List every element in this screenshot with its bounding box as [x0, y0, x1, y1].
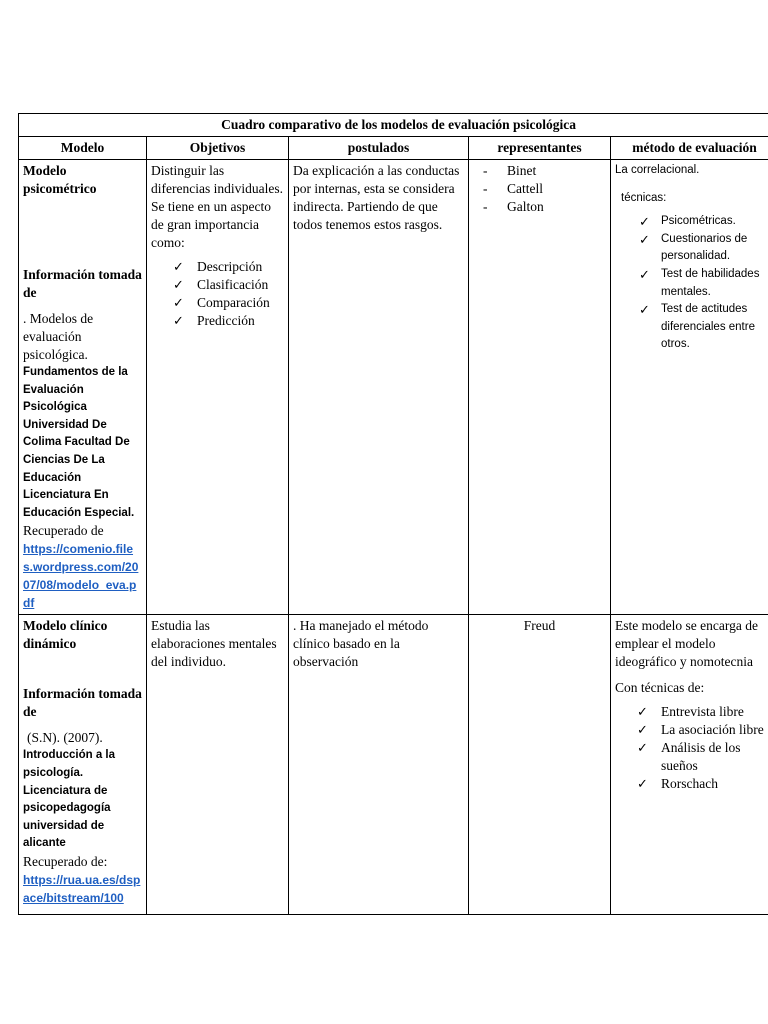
- list-item: ✓ La asociación libre: [637, 722, 764, 738]
- checkmark-icon: ✓: [637, 722, 648, 738]
- list-item: ✓ Comparación: [173, 295, 270, 310]
- model-name: Modelo clínico dinámico: [23, 618, 108, 652]
- representatives-cell: [469, 160, 611, 615]
- list-item: ✓ Análisis de los sueños: [637, 740, 741, 774]
- header-representantes: representantes: [469, 137, 611, 160]
- list-item: - Galton: [483, 199, 544, 214]
- source-detail: Introducción a la psicología. Licenciatura de psicopedagogía universidad de alicante: [23, 749, 116, 850]
- list-item: ✓ Rorschach: [637, 776, 718, 792]
- objectives-text: Estudia las elaboraciones mentales del individuo.: [151, 618, 277, 670]
- objectives-list: [151, 258, 284, 330]
- checkmark-icon: ✓: [639, 214, 650, 230]
- list-item: - Cattell: [483, 181, 543, 196]
- model-cell: [19, 615, 147, 915]
- retrieved-label: Recuperado de:: [23, 853, 108, 869]
- method-list: [615, 213, 768, 354]
- source-heading: Información tomada de: [23, 686, 142, 720]
- method-cell: [611, 160, 768, 615]
- header-modelo: Modelo: [19, 137, 147, 160]
- header-objetivos: Objetivos: [147, 137, 289, 160]
- method-cell: [611, 615, 768, 915]
- model-cell: [19, 160, 147, 615]
- checkmark-icon: ✓: [173, 277, 184, 292]
- list-item: ✓ Cuestionarios de personalidad.: [639, 231, 748, 263]
- header-metodo: método de evaluación: [611, 137, 768, 160]
- list-item: ✓ Entrevista libre: [637, 704, 744, 720]
- dash-icon: -: [483, 199, 488, 214]
- dash-icon: -: [483, 181, 488, 196]
- method-list: [615, 703, 768, 793]
- model-name: Modelo psicométrico: [23, 163, 97, 196]
- checkmark-icon: ✓: [639, 231, 650, 247]
- retrieved-label: Recuperado de: [23, 523, 104, 539]
- list-item: ✓ Test de habilidades mentales.: [639, 266, 760, 298]
- representative-name: Freud: [523, 618, 556, 634]
- method-intro: La correlacional.: [615, 164, 700, 176]
- list-item: ✓ Test de actitudes diferenciales entre otros.: [639, 302, 755, 351]
- source-detail: Fundamentos de la Evaluación Psicológica Universidad De Colima Facultad De Ciencias De La Educación Licenciatura En Educación Especial.: [23, 366, 135, 519]
- checkmark-icon: ✓: [173, 259, 184, 274]
- postulates-text: Da explicación a las conductas por internas, esta se considera indirecta. Partiendo de que todos tenemos estos rasgos.: [293, 163, 460, 232]
- method-intro: Este modelo se encarga de emplear el modelo ideográfico y nomotecnia: [615, 618, 758, 670]
- dash-icon: -: [483, 163, 488, 178]
- source-text: (S.N). (2007).: [27, 730, 103, 746]
- source-link[interactable]: https://rua.ua.es/dspace/bitstream/100: [23, 872, 141, 905]
- table-title: Cuadro comparativo de los modelos de evaluación psicológica: [19, 114, 768, 137]
- checkmark-icon: ✓: [637, 740, 648, 756]
- table-row: [19, 160, 768, 615]
- list-item: ✓ Descripción: [173, 259, 263, 274]
- source-link[interactable]: https://comenio.files.wordpress.com/2007/08/modelo_eva.pdf: [23, 542, 139, 611]
- method-label: Con técnicas de:: [615, 680, 705, 696]
- objectives-text: Distinguir las diferencias individuales. Se tiene en un aspecto de gran importancia como:: [151, 163, 283, 250]
- header-postulados: postulados: [289, 137, 469, 160]
- method-label: técnicas:: [621, 191, 667, 204]
- objectives-cell: [147, 615, 289, 915]
- list-item: ✓ Psicométricas.: [639, 214, 736, 230]
- source-heading: Información tomada de: [23, 267, 142, 300]
- list-item: ✓ Predicción: [173, 313, 255, 328]
- comparison-table: [18, 113, 768, 915]
- postulates-cell: [289, 160, 469, 615]
- postulates-cell: [289, 615, 469, 915]
- checkmark-icon: ✓: [639, 266, 650, 282]
- checkmark-icon: ✓: [637, 776, 648, 792]
- list-item: ✓ Clasificación: [173, 277, 269, 292]
- objectives-cell: [147, 160, 289, 615]
- postulates-text: . Ha manejado el método clínico basado en la observación: [293, 618, 429, 670]
- representatives-cell: [469, 615, 611, 915]
- checkmark-icon: ✓: [173, 295, 184, 310]
- list-item: - Binet: [483, 163, 537, 178]
- table-row: [19, 615, 768, 915]
- checkmark-icon: ✓: [639, 302, 650, 318]
- checkmark-icon: ✓: [637, 704, 648, 720]
- checkmark-icon: ✓: [173, 313, 184, 328]
- representatives-list: [473, 162, 606, 216]
- source-text: . Modelos de evaluación psicológica.: [23, 311, 94, 362]
